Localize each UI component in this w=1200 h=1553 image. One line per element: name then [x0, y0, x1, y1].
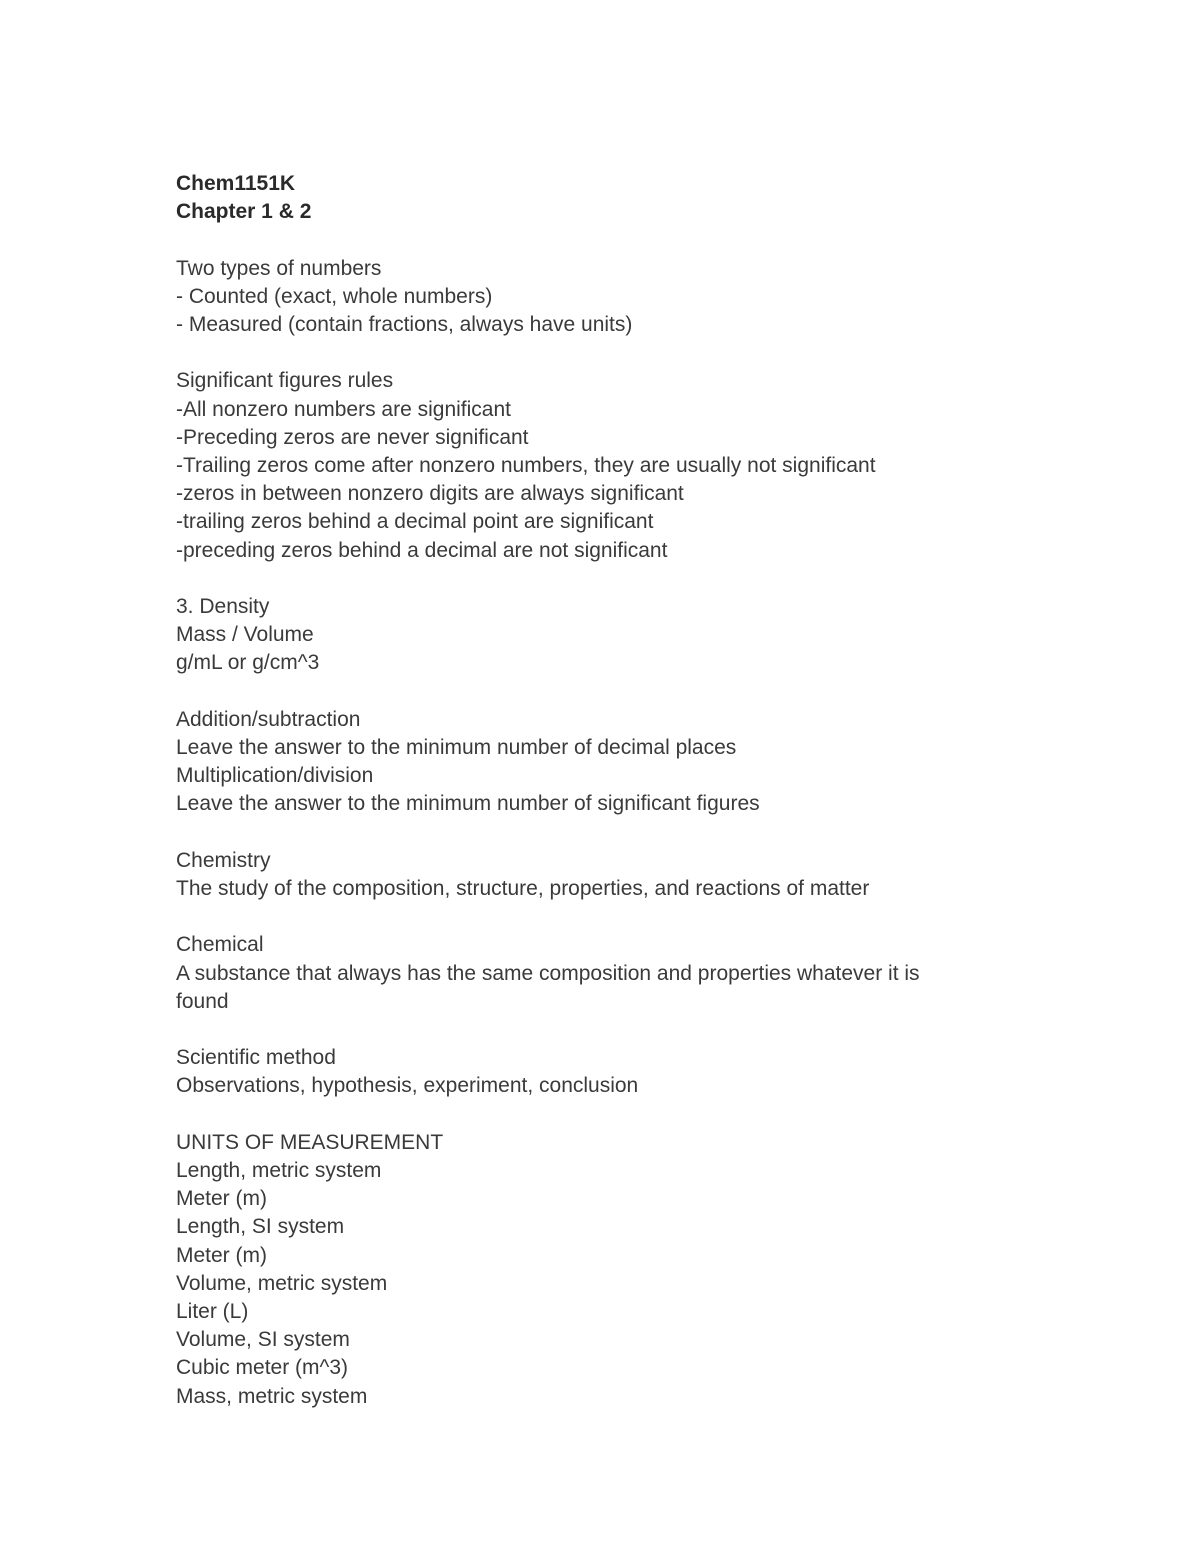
section-heading: UNITS OF MEASUREMENT	[176, 1130, 444, 1154]
term-definition-continued: found	[176, 989, 229, 1013]
spacer	[176, 339, 1036, 367]
operations-section	[176, 706, 1036, 819]
section-heading: Addition/subtraction	[176, 707, 361, 731]
section-heading: 3. Density	[176, 595, 270, 618]
spacer	[176, 903, 1036, 931]
term-definition: Observations, hypothesis, experiment, conclusion	[176, 1074, 639, 1098]
list-item: -All nonzero numbers are significant	[176, 397, 511, 421]
term-heading: Chemical	[176, 933, 264, 957]
list-item: -trailing zeros behind a decimal point are significant	[176, 510, 654, 534]
section-heading: Significant figures rules	[176, 369, 394, 393]
list-item: - Counted (exact, whole numbers)	[176, 284, 493, 308]
spacer	[176, 678, 1036, 706]
term-definition: A substance that always has the same composition and properties whatever it is	[176, 961, 920, 985]
chemical-section	[176, 931, 1036, 1016]
sig-figs-section	[176, 367, 1036, 564]
list-item: Volume, metric system	[176, 1271, 388, 1295]
section-heading: Multiplication/division	[176, 764, 374, 788]
list-item: Mass, metric system	[176, 1384, 368, 1408]
course-title: Chem1151K	[176, 172, 296, 195]
chapter-title: Chapter 1 & 2	[176, 200, 312, 224]
list-item: -preceding zeros behind a decimal are not significant	[176, 538, 668, 562]
list-item: Volume, SI system	[176, 1328, 350, 1352]
density-section	[176, 593, 1036, 678]
density-formula: Mass / Volume	[176, 623, 314, 647]
rule-text: Leave the answer to the minimum number of significant figures	[176, 792, 760, 816]
list-item: Liter (L)	[176, 1300, 249, 1323]
rule-text: Leave the answer to the minimum number of decimal places	[176, 736, 737, 759]
spacer	[176, 1101, 1036, 1129]
list-item: Length, metric system	[176, 1158, 382, 1182]
term-heading: Chemistry	[176, 848, 271, 872]
list-item: Meter (m)	[176, 1243, 267, 1267]
spacer	[176, 565, 1036, 593]
section-heading: Two types of numbers	[176, 256, 382, 280]
list-item: -Trailing zeros come after nonzero numbers, they are usually not significant	[176, 454, 876, 477]
units-section	[176, 1129, 1036, 1411]
list-item: Length, SI system	[176, 1215, 345, 1239]
spacer	[176, 1016, 1036, 1044]
list-item: - Measured (contain fractions, always have units)	[176, 313, 633, 336]
document-page	[176, 170, 1036, 1411]
term-heading: Scientific method	[176, 1046, 336, 1070]
list-item: -Preceding zeros are never significant	[176, 425, 529, 449]
list-item: -zeros in between nonzero digits are always significant	[176, 482, 684, 506]
scientific-method-section	[176, 1044, 1036, 1100]
list-item: Cubic meter (m^3)	[176, 1356, 349, 1380]
spacer	[176, 226, 1036, 254]
term-definition: The study of the composition, structure, properties, and reactions of matter	[176, 877, 870, 900]
list-item: Meter (m)	[176, 1187, 267, 1211]
number-types-section	[176, 255, 1036, 340]
chemistry-section	[176, 847, 1036, 903]
density-units: g/mL or g/cm^3	[176, 651, 320, 675]
spacer	[176, 819, 1036, 847]
